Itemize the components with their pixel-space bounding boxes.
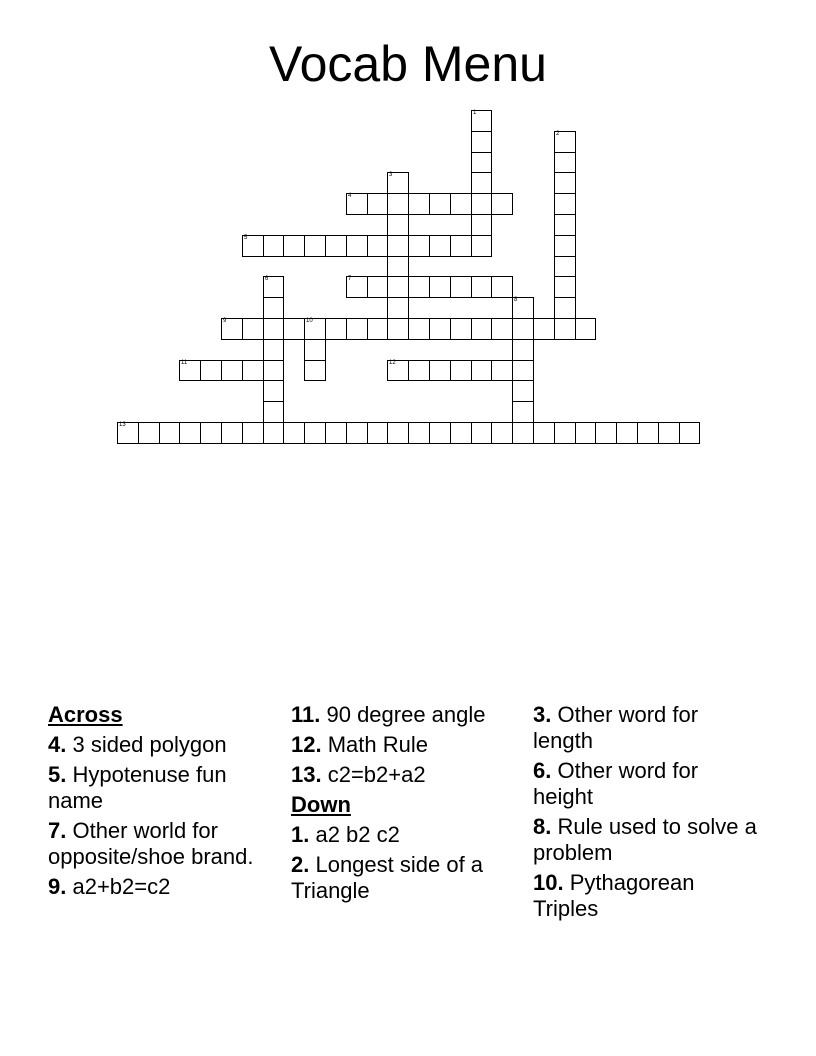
grid-cell[interactable]: [450, 276, 472, 298]
clue-item: [533, 814, 763, 866]
clue-text: Rule used to solve a problem: [533, 814, 757, 865]
clue-number: 10.: [533, 870, 564, 895]
grid-cell[interactable]: [471, 131, 492, 153]
clue-text: a2 b2 c2: [309, 822, 400, 847]
grid-cell[interactable]: [450, 360, 472, 381]
grid-cell[interactable]: [346, 276, 368, 298]
clue-number: 5.: [48, 762, 67, 787]
grid-cell[interactable]: [533, 318, 555, 340]
grid-cell[interactable]: [471, 172, 492, 194]
grid-cell[interactable]: [471, 152, 492, 173]
grid-cell[interactable]: [325, 235, 347, 257]
grid-cell[interactable]: [658, 422, 680, 444]
clue-number: 7.: [48, 818, 67, 843]
grid-cell[interactable]: [221, 318, 243, 340]
clue-item: [48, 732, 284, 758]
grid-cell[interactable]: [387, 422, 409, 444]
grid-cell[interactable]: [491, 422, 513, 444]
grid-cell[interactable]: [263, 297, 284, 319]
grid-cell[interactable]: [637, 422, 659, 444]
grid-cell[interactable]: [263, 401, 284, 423]
grid-cell[interactable]: [367, 276, 388, 298]
cell-number: 13: [119, 422, 126, 428]
clue-text: Longest side of a Triangle: [291, 852, 484, 903]
grid-cell[interactable]: [304, 422, 326, 444]
grid-cell[interactable]: [575, 318, 596, 340]
grid-cell[interactable]: [575, 422, 596, 444]
grid-cell[interactable]: [200, 422, 222, 444]
grid-cell[interactable]: [429, 235, 451, 257]
grid-cell[interactable]: [242, 360, 264, 381]
grid-cell[interactable]: [533, 422, 555, 444]
grid-cell[interactable]: [263, 339, 284, 361]
grid-cell[interactable]: [221, 422, 243, 444]
clue-item: [533, 758, 763, 810]
grid-cell[interactable]: [387, 256, 409, 277]
clue-number: 4.: [48, 732, 67, 757]
grid-cell[interactable]: [554, 131, 576, 153]
grid-cell[interactable]: [471, 235, 492, 257]
grid-cell[interactable]: [387, 360, 409, 381]
cell-number: 8: [514, 297, 518, 303]
grid-cell[interactable]: [595, 422, 617, 444]
cell-number: 12: [389, 360, 396, 366]
grid-cell[interactable]: [450, 235, 472, 257]
grid-cell[interactable]: [450, 422, 472, 444]
cell-number: 9: [223, 318, 227, 324]
grid-cell[interactable]: [471, 422, 492, 444]
grid-cell[interactable]: [263, 318, 284, 340]
grid-cell[interactable]: [387, 297, 409, 319]
grid-cell[interactable]: [408, 235, 430, 257]
grid-cell[interactable]: [346, 193, 368, 215]
grid-cell[interactable]: [554, 172, 576, 194]
grid-cell[interactable]: [679, 422, 700, 444]
clue-item: [533, 702, 763, 754]
grid-cell[interactable]: [491, 318, 513, 340]
clue-text: Math Rule: [321, 732, 428, 757]
grid-cell[interactable]: [117, 422, 139, 444]
cell-number: 4: [348, 193, 352, 199]
grid-cell[interactable]: [429, 422, 451, 444]
grid-cell[interactable]: [429, 276, 451, 298]
grid-cell[interactable]: [429, 193, 451, 215]
grid-cell[interactable]: [387, 235, 409, 257]
clue-column-3: [533, 702, 763, 926]
grid-cell[interactable]: [616, 422, 638, 444]
clue-number: 8.: [533, 814, 552, 839]
grid-cell[interactable]: [242, 235, 264, 257]
across-heading: Across: [48, 702, 123, 727]
grid-cell[interactable]: [429, 318, 451, 340]
grid-cell[interactable]: [408, 276, 430, 298]
clue-column-2: [291, 702, 527, 908]
grid-cell[interactable]: [221, 360, 243, 381]
page-title: Vocab Menu: [269, 36, 547, 92]
grid-cell[interactable]: [304, 235, 326, 257]
grid-cell[interactable]: [325, 318, 347, 340]
grid-cell[interactable]: [554, 422, 576, 444]
clue-number: 1.: [291, 822, 310, 847]
cell-number: 5: [244, 235, 248, 241]
grid-cell[interactable]: [491, 276, 513, 298]
grid-cell[interactable]: [554, 318, 576, 340]
grid-cell[interactable]: [263, 422, 284, 444]
clue-item: [291, 762, 527, 788]
grid-cell[interactable]: [387, 193, 409, 215]
grid-cell[interactable]: [304, 339, 326, 361]
grid-cell[interactable]: [450, 193, 472, 215]
down-heading: Down: [291, 792, 351, 817]
grid-cell[interactable]: [429, 360, 451, 381]
grid-cell[interactable]: [554, 152, 576, 173]
grid-cell[interactable]: [387, 214, 409, 236]
grid-cell[interactable]: [304, 318, 326, 340]
grid-cell[interactable]: [471, 214, 492, 236]
clue-item: [291, 852, 527, 904]
grid-cell[interactable]: [304, 360, 326, 381]
clue-number: 2.: [291, 852, 310, 877]
grid-cell[interactable]: [283, 318, 305, 340]
grid-cell[interactable]: [471, 318, 492, 340]
grid-cell[interactable]: [200, 360, 222, 381]
cell-number: 2: [556, 131, 560, 137]
cell-number: 7: [348, 276, 352, 282]
clue-item: [533, 870, 763, 922]
clue-text: Pythagorean Triples: [533, 870, 695, 921]
grid-cell[interactable]: [346, 235, 368, 257]
clue-text: Other word for height: [533, 758, 699, 809]
grid-cell[interactable]: [408, 193, 430, 215]
grid-cell[interactable]: [554, 214, 576, 236]
cell-number: 1: [473, 110, 477, 116]
grid-cell[interactable]: [512, 422, 534, 444]
grid-cell[interactable]: [179, 360, 201, 381]
grid-cell[interactable]: [346, 318, 368, 340]
clue-number: 6.: [533, 758, 552, 783]
clue-number: 12.: [291, 732, 322, 757]
grid-cell[interactable]: [554, 276, 576, 298]
clue-item: [48, 762, 284, 814]
grid-cell[interactable]: [263, 380, 284, 402]
grid-cell[interactable]: [491, 360, 513, 381]
grid-cell[interactable]: [325, 422, 347, 444]
grid-cell[interactable]: [159, 422, 180, 444]
clue-text: 3 sided polygon: [66, 732, 227, 757]
grid-cell[interactable]: [283, 422, 305, 444]
grid-cell[interactable]: [408, 360, 430, 381]
grid-cell[interactable]: [471, 110, 492, 132]
grid-cell[interactable]: [263, 276, 284, 298]
clue-text: Hypotenuse fun name: [48, 762, 227, 813]
clue-item: [291, 732, 527, 758]
grid-cell[interactable]: [387, 318, 409, 340]
grid-cell[interactable]: [450, 318, 472, 340]
grid-cell[interactable]: [367, 318, 388, 340]
grid-cell[interactable]: [512, 297, 534, 319]
grid-cell[interactable]: [471, 360, 492, 381]
grid-cell[interactable]: [512, 380, 534, 402]
clue-text: a2+b2=c2: [66, 874, 171, 899]
grid-cell[interactable]: [242, 422, 264, 444]
grid-cell[interactable]: [471, 193, 492, 215]
grid-cell[interactable]: [512, 318, 534, 340]
cell-number: 11: [181, 360, 188, 366]
grid-cell[interactable]: [554, 235, 576, 257]
grid-cell[interactable]: [512, 360, 534, 381]
grid-cell[interactable]: [367, 235, 388, 257]
grid-cell[interactable]: [408, 422, 430, 444]
clue-text: Other word for length: [533, 702, 699, 753]
grid-cell[interactable]: [512, 339, 534, 361]
grid-cell[interactable]: [367, 422, 388, 444]
grid-cell[interactable]: [263, 235, 284, 257]
grid-cell[interactable]: [554, 193, 576, 215]
clue-number: 9.: [48, 874, 67, 899]
grid-cell[interactable]: [408, 318, 430, 340]
grid-cell[interactable]: [387, 172, 409, 194]
clue-number: 13.: [291, 762, 322, 787]
grid-cell[interactable]: [512, 401, 534, 423]
grid-cell[interactable]: [491, 193, 513, 215]
grid-cell[interactable]: [346, 422, 368, 444]
grid-cell[interactable]: [554, 256, 576, 277]
cell-number: 3: [389, 172, 393, 178]
clue-item: [48, 818, 284, 870]
clue-text: c2=b2+a2: [321, 762, 426, 787]
clue-text: 90 degree angle: [320, 702, 486, 727]
grid-cell[interactable]: [471, 276, 492, 298]
clue-column-1: [48, 702, 284, 904]
cell-number: 10: [306, 318, 313, 324]
grid-cell[interactable]: [283, 235, 305, 257]
clue-item: [291, 702, 527, 728]
clue-text: Other world for opposite/shoe brand.: [48, 818, 254, 869]
grid-cell[interactable]: [554, 297, 576, 319]
clue-item: [48, 874, 284, 900]
grid-cell[interactable]: [179, 422, 201, 444]
crossword-grid: [0, 0, 816, 460]
clue-number: 11.: [291, 702, 321, 727]
grid-cell[interactable]: [387, 276, 409, 298]
clue-item: [291, 822, 527, 848]
grid-cell[interactable]: [242, 318, 264, 340]
cell-number: 6: [265, 276, 269, 282]
grid-cell[interactable]: [263, 360, 284, 381]
clue-number: 3.: [533, 702, 552, 727]
grid-cell[interactable]: [367, 193, 388, 215]
grid-cell[interactable]: [138, 422, 160, 444]
